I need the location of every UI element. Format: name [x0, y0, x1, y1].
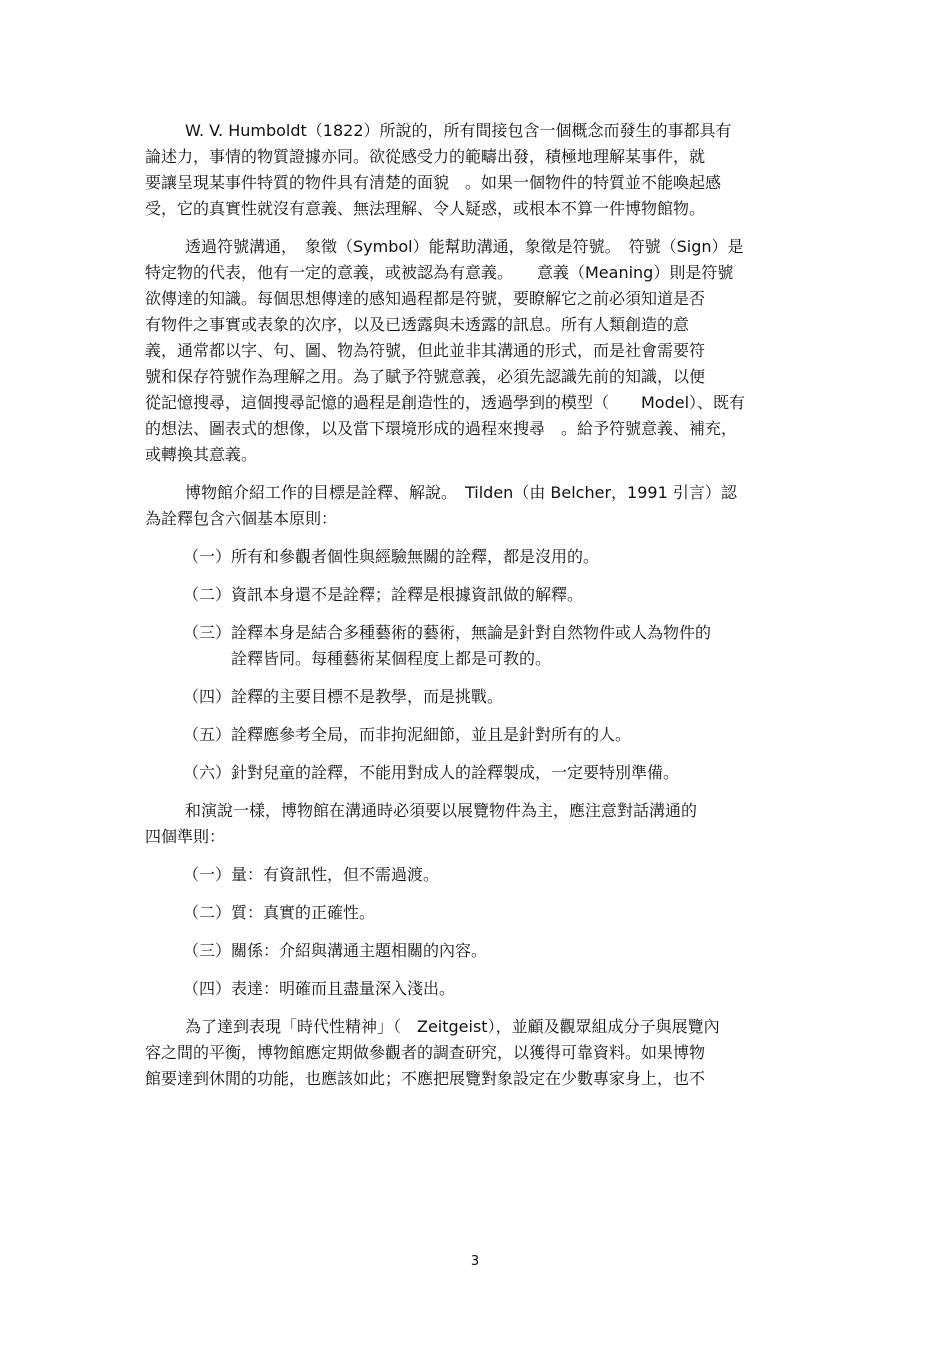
list-item	[145, 684, 810, 710]
text-line: 四個準則：	[145, 827, 226, 846]
text-line: 從記憶搜尋，這個搜尋記憶的過程是創造性的，透過學到的模型（ Model）、既有	[145, 393, 746, 412]
list-item-text: （三）關係：介紹與溝通主題相關的內容。	[183, 941, 488, 960]
text-line: 透過符號溝通， 象徵（Symbol）能幫助溝通，象徵是符號。 符號（Sign）是	[185, 237, 744, 256]
text-line: W. V. Humboldt（1822）所說的，所有間接包含一個概念而發生的事都具有	[185, 121, 732, 140]
text-line: 義，通常都以字、句、圖、物為符號，但此並非其溝通的形式，而是社會需要符	[145, 341, 706, 360]
list-item-text: （三）詮釋本身是結合多種藝術的藝術，無論是針對自然物件或人為物件的	[183, 623, 712, 642]
list-item	[145, 620, 810, 672]
list-item-text: 詮釋皆同。每種藝術某個程度上都是可教的。	[231, 649, 552, 668]
text-line: 受，它的真實性就沒有意義、無法理解、令人疑惑，或根本不算一件博物館物。	[145, 199, 706, 218]
page-body	[145, 118, 810, 1104]
text-line: 為詮釋包含六個基本原則：	[145, 509, 338, 528]
text-line: 有物件之事實或表象的次序，以及已透露與未透露的訊息。所有人類創造的意	[145, 315, 690, 334]
list-item	[145, 544, 810, 570]
page-number: 3	[470, 1254, 480, 1269]
list-item-text: （二）資訊本身還不是詮釋；詮釋是根據資訊做的解釋。	[183, 585, 584, 604]
list-item	[145, 722, 810, 748]
text-line: 的想法、圖表式的想像，以及當下環境形成的過程來搜尋 。給予符號意義、補充，	[145, 419, 738, 438]
interpretation-principles-list	[145, 544, 810, 786]
list-item-text: （四）詮釋的主要目標不是教學，而是挑戰。	[183, 687, 504, 706]
text-line: 號和保存符號作為理解之用。為了賦予符號意義，必須先認識先前的知識，以便	[145, 367, 706, 386]
text-line: 要讓呈現某事件特質的物件具有清楚的面貌 。如果一個物件的特質並不能喚起感	[145, 173, 722, 192]
text-line: 容之間的平衡，博物館應定期做參觀者的調查研究，以獲得可靠資料。如果博物	[145, 1043, 706, 1062]
paragraph-symbol-communication	[145, 234, 810, 468]
list-item	[145, 582, 810, 608]
text-line: 館要達到休閒的功能，也應該如此；不應把展覽對象設定在少數專家身上，也不	[145, 1069, 706, 1088]
list-item-text: （四）表達：明確而且盡量深入淺出。	[183, 979, 456, 998]
text-line: 為了達到表現「時代性精神」（ Zeitgeist），並顧及觀眾組成分子與展覽內	[185, 1017, 720, 1036]
paragraph-communication-rules-intro	[145, 798, 810, 850]
paragraph-interpretation-goal	[145, 480, 810, 532]
text-line: 和演說一樣，博物館在溝通時必須要以展覽物件為主，應注意對話溝通的	[185, 801, 698, 820]
text-line: 欲傳達的知識。每個思想傳達的感知過程都是符號，要瞭解它之前必須知道是否	[145, 289, 706, 308]
paragraph-humboldt	[145, 118, 810, 222]
list-item	[145, 862, 810, 888]
list-item-text: （一）量：有資訊性，但不需過渡。	[183, 865, 440, 884]
paragraph-zeitgeist	[145, 1014, 810, 1092]
list-item	[145, 938, 810, 964]
text-line: 博物館介紹工作的目標是詮釋、解說。 Tilden（由 Belcher，1991 引言）認	[185, 483, 737, 502]
text-line: 特定物的代表，他有一定的意義，或被認為有意義。 意義（Meaning）則是符號	[145, 263, 734, 282]
communication-rules-list	[145, 862, 810, 1002]
text-line: 或轉換其意義。	[145, 445, 258, 464]
list-item-text: （一）所有和參觀者個性與經驗無關的詮釋，都是沒用的。	[183, 547, 600, 566]
list-item	[145, 900, 810, 926]
list-item	[145, 760, 810, 786]
list-item	[145, 976, 810, 1002]
list-item-text: （五）詮釋應參考全局，而非拘泥細節，並且是針對所有的人。	[183, 725, 632, 744]
list-item-text: （二）質：真實的正確性。	[183, 903, 376, 922]
list-item-text: （六）針對兒童的詮釋，不能用對成人的詮釋製成，一定要特別準備。	[183, 763, 680, 782]
text-line: 論述力，事情的物質證據亦同。欲從感受力的範疇出發，積極地理解某事件，就	[145, 147, 706, 166]
